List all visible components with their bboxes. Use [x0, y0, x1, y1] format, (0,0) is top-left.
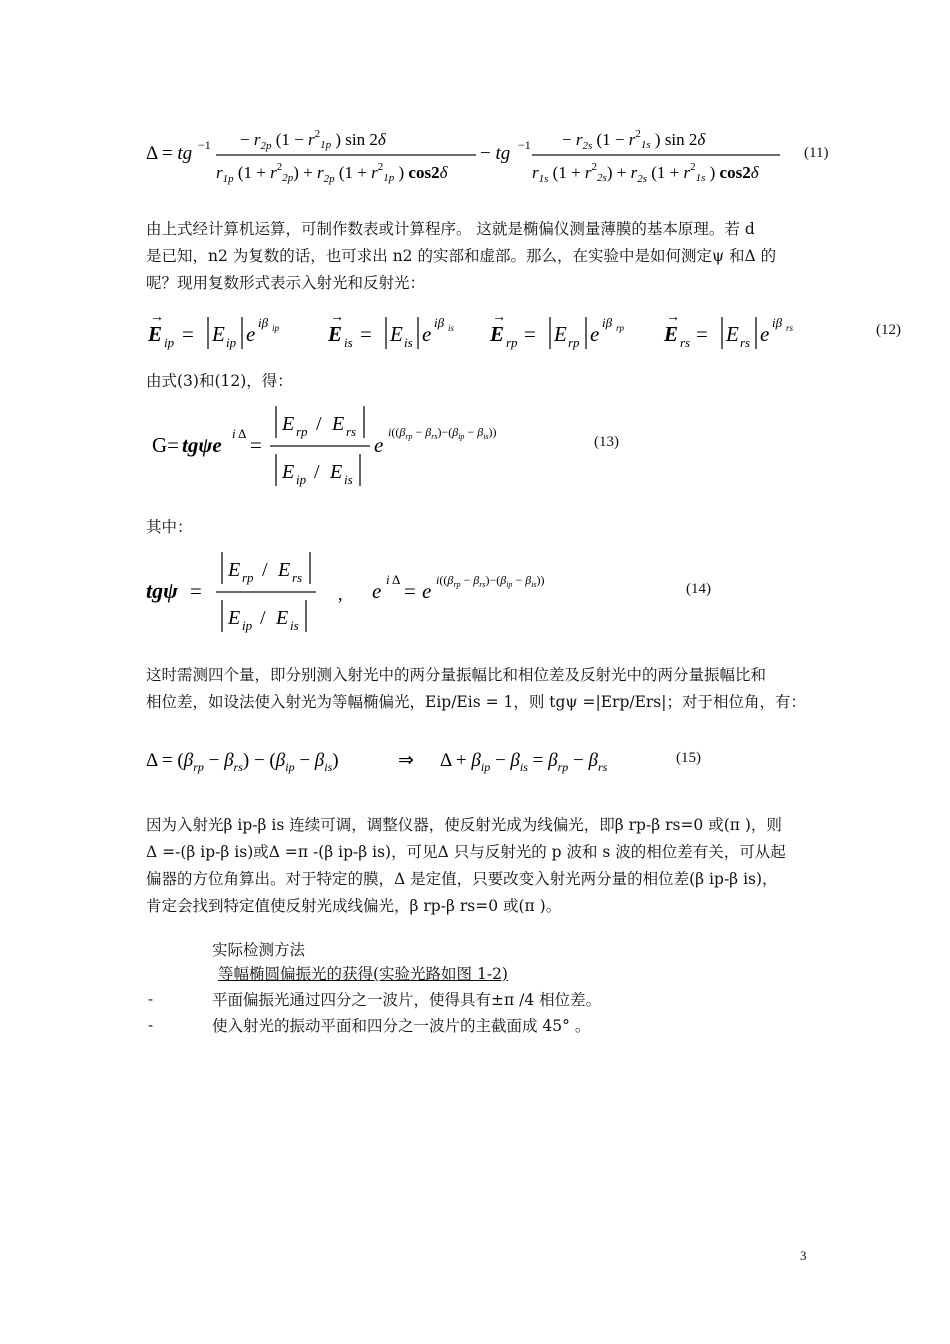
text-line: 是已知，n2 为复数的话，也可求出 n2 的实部和虚部。那么，在实验中是如何测定ψ 和Δ 的 — [146, 247, 777, 265]
svg-text:rs: rs — [346, 424, 357, 439]
svg-text:e: e — [760, 322, 770, 346]
equation-number-15: (15) — [676, 750, 701, 766]
svg-text:tgψ: tgψ — [146, 578, 178, 603]
text-line: 由上式经计算机运算，可制作数表或计算程序。 这就是椭偏仪测量薄膜的基本原理。若 d — [146, 220, 755, 238]
text-line: 相位差，如设法使入射光为等幅椭偏光，Eip/Eis = 1，则 tgψ =|Erp/Ers|；对于相位角，有： — [146, 693, 806, 711]
svg-text:ip: ip — [226, 335, 237, 350]
svg-text:ip: ip — [272, 323, 280, 333]
svg-text:rp: rp — [296, 424, 308, 439]
svg-text:iβ: iβ — [772, 315, 783, 330]
svg-text:−1: −1 — [198, 138, 211, 152]
svg-text:E: E — [332, 413, 345, 435]
page-number: 3 — [800, 1248, 807, 1263]
paragraph-where — [146, 514, 810, 541]
svg-text:Δ = tg: Δ = tg — [146, 143, 193, 164]
svg-text:E: E — [148, 322, 163, 346]
svg-text:E: E — [554, 322, 567, 346]
svg-text:=: = — [524, 322, 536, 346]
svg-text:rp: rp — [616, 323, 625, 333]
svg-text:→: → — [330, 310, 344, 325]
text-line: 呢？现用复数形式表示入射光和反射光： — [146, 274, 426, 292]
svg-text:e: e — [422, 322, 432, 346]
svg-text:e: e — [590, 322, 600, 346]
svg-text:− tg: − tg — [480, 143, 511, 164]
svg-text:iβ: iβ — [602, 315, 613, 330]
svg-text:E: E — [278, 559, 291, 581]
svg-text:is: is — [344, 472, 353, 487]
paragraph-measure — [146, 662, 810, 716]
equation-15 — [140, 740, 680, 780]
list-bullet: - — [148, 1016, 154, 1034]
svg-text:=: = — [182, 322, 194, 346]
equation-number-13: (13) — [594, 434, 619, 450]
svg-text:/: / — [262, 559, 268, 581]
equation-number-14: (14) — [686, 581, 711, 597]
svg-text:e: e — [372, 579, 382, 603]
svg-text:→: → — [666, 310, 680, 325]
svg-text:i((βrp − βrs)−(βip − βis)): $i((\beta_{rp} - \beta_{rs})-(\beta_{ip} - \beta_{is}))$ — [388, 425, 497, 441]
svg-text:iβ: iβ — [434, 315, 445, 330]
svg-text:is: is — [344, 335, 353, 350]
svg-text:rs: rs — [786, 323, 794, 333]
svg-text:ip: ip — [242, 618, 253, 633]
svg-text:e: e — [374, 433, 384, 457]
svg-text:E: E — [228, 607, 241, 629]
equation-number-11: (11) — [804, 145, 829, 161]
svg-text:rp: rp — [506, 335, 518, 350]
svg-text:G=: G= — [152, 433, 180, 457]
svg-text:E: E — [276, 607, 289, 629]
svg-text:rs: rs — [292, 570, 303, 585]
svg-text:tgψe: tgψe — [182, 433, 222, 457]
svg-text:is: is — [448, 323, 455, 333]
svg-text:i: i — [386, 572, 390, 587]
svg-text:E: E — [390, 322, 403, 346]
svg-text:−1: −1 — [518, 138, 531, 152]
svg-text:is: is — [404, 335, 413, 350]
paragraph-incident-phase — [146, 812, 810, 920]
svg-text:ip: ip — [164, 335, 175, 350]
svg-text:rp: rp — [568, 335, 580, 350]
equation-number-12: (12) — [876, 322, 901, 338]
equation-11 — [140, 118, 840, 188]
svg-text:E: E — [212, 322, 225, 346]
svg-text:i((βrp − βrs)−(βip − βis)): $i((\beta_{rp} - \beta_{rs})-(\beta_{ip} - \beta_{is}))$ — [436, 573, 545, 589]
svg-text:E: E — [490, 322, 505, 346]
text-line: Δ =-(β ip-β is)或Δ =π -(β ip-β is)，可见Δ 只与反射光的 p 波和 s 波的相位差有关，可从起 — [146, 843, 786, 861]
svg-text:=: = — [404, 579, 416, 603]
svg-text:,: , — [338, 584, 343, 604]
svg-text:Δ: Δ — [392, 572, 401, 587]
list-item: 使入射光的振动平面和四分之一波片的主截面成 45° 。 — [212, 1017, 591, 1035]
svg-text:r1s (1 + r22s) + r2s (1 + r21s: $r_{1s}$ $(1 + r^2_{2s}) + r_{2s}$ ($1 + r^2_{1s}$ ) cos2δ — [532, 161, 759, 185]
svg-text:=: = — [360, 322, 372, 346]
svg-text:/: / — [316, 413, 322, 435]
svg-text:⇒: ⇒ — [398, 750, 414, 771]
svg-text:E: E — [726, 322, 739, 346]
paragraph-principle — [146, 216, 810, 297]
svg-text:− r2p (1 − r21p ) sin 2δ: − $r_{2p}$ ($1 - r^2_{1p}$ ) sin 2δ — [240, 128, 386, 152]
svg-text:rs: rs — [740, 335, 751, 350]
list-bullet: - — [148, 990, 154, 1008]
section-subheading: 等幅椭圆偏振光的获得(实验光路如图 1-2) — [218, 965, 508, 983]
svg-text:Δ: Δ — [238, 426, 247, 441]
svg-text:Δ = (βrp − βrs) − (βip − βis): $\Delta = (\beta_{rp} - \beta_{rs}) - (\beta_{ip} - \beta_{is})$ — [146, 750, 339, 774]
svg-text:e: e — [246, 322, 256, 346]
svg-text:=: = — [250, 433, 262, 457]
svg-text:E: E — [228, 559, 241, 581]
svg-text:e: e — [422, 579, 432, 603]
svg-text:is: is — [290, 618, 299, 633]
svg-text:E: E — [282, 461, 295, 483]
svg-text:→: → — [150, 310, 164, 325]
section-heading: 实际检测方法 — [212, 941, 306, 959]
equation-13 — [146, 398, 586, 494]
equation-12 — [140, 305, 830, 361]
list-item: 平面偏振光通过四分之一波片，使得具有±π /4 相位差。 — [212, 991, 602, 1009]
text-line: 因为入射光β ip-β is 连续可调，调整仪器，使反射光成为线偏光，即β rp-β rs=0 或(π )，则 — [146, 816, 782, 834]
text-line: 其中： — [146, 518, 193, 536]
svg-text:/: / — [314, 461, 320, 483]
svg-text:E: E — [664, 322, 679, 346]
text-line: 由式(3)和(12)，得： — [146, 372, 293, 390]
text-line: 肯定会找到特定值使反射光成线偏光，β rp-β rs=0 或(π )。 — [146, 897, 562, 915]
equation-14 — [140, 544, 600, 640]
svg-text:r1p (1 + r22p) + r2p (1 + r21p: $r_{1p}$ $(1 + r^2_{2p}) + r_{2p}$ ($1 + r^2_{1p}$ ) cos2δ — [216, 161, 448, 185]
svg-text:− r2s (1 − r21s ) sin 2δ: − $r_{2s}$ ($1 - r^2_{1s}$ ) sin 2δ — [562, 128, 706, 152]
text-line: 偏器的方位角算出。对于特定的膜，Δ 是定值，只要改变入射光两分量的相位差(β ip-β is)， — [146, 870, 778, 888]
svg-text:i: i — [232, 426, 236, 441]
paragraph-from-eq — [146, 368, 810, 395]
svg-text:=: = — [696, 322, 708, 346]
svg-text:→: → — [492, 310, 506, 325]
svg-text:/: / — [260, 607, 266, 629]
svg-text:E: E — [328, 322, 343, 346]
svg-text:ip: ip — [296, 472, 307, 487]
svg-text:Δ + βip − βis = βrp − βrs: $\Delta + \beta_{ip} - \beta_{is} = \beta_{rp} - \beta_{rs}$ — [440, 750, 608, 774]
svg-text:iβ: iβ — [258, 315, 269, 330]
svg-text:E: E — [330, 461, 343, 483]
svg-text:rp: rp — [242, 570, 254, 585]
svg-text:=: = — [190, 579, 202, 603]
text-line: 这时需测四个量，即分别测入射光中的两分量振幅比和相位差及反射光中的两分量振幅比和 — [146, 666, 767, 684]
svg-text:rs: rs — [680, 335, 691, 350]
svg-text:E: E — [282, 413, 295, 435]
